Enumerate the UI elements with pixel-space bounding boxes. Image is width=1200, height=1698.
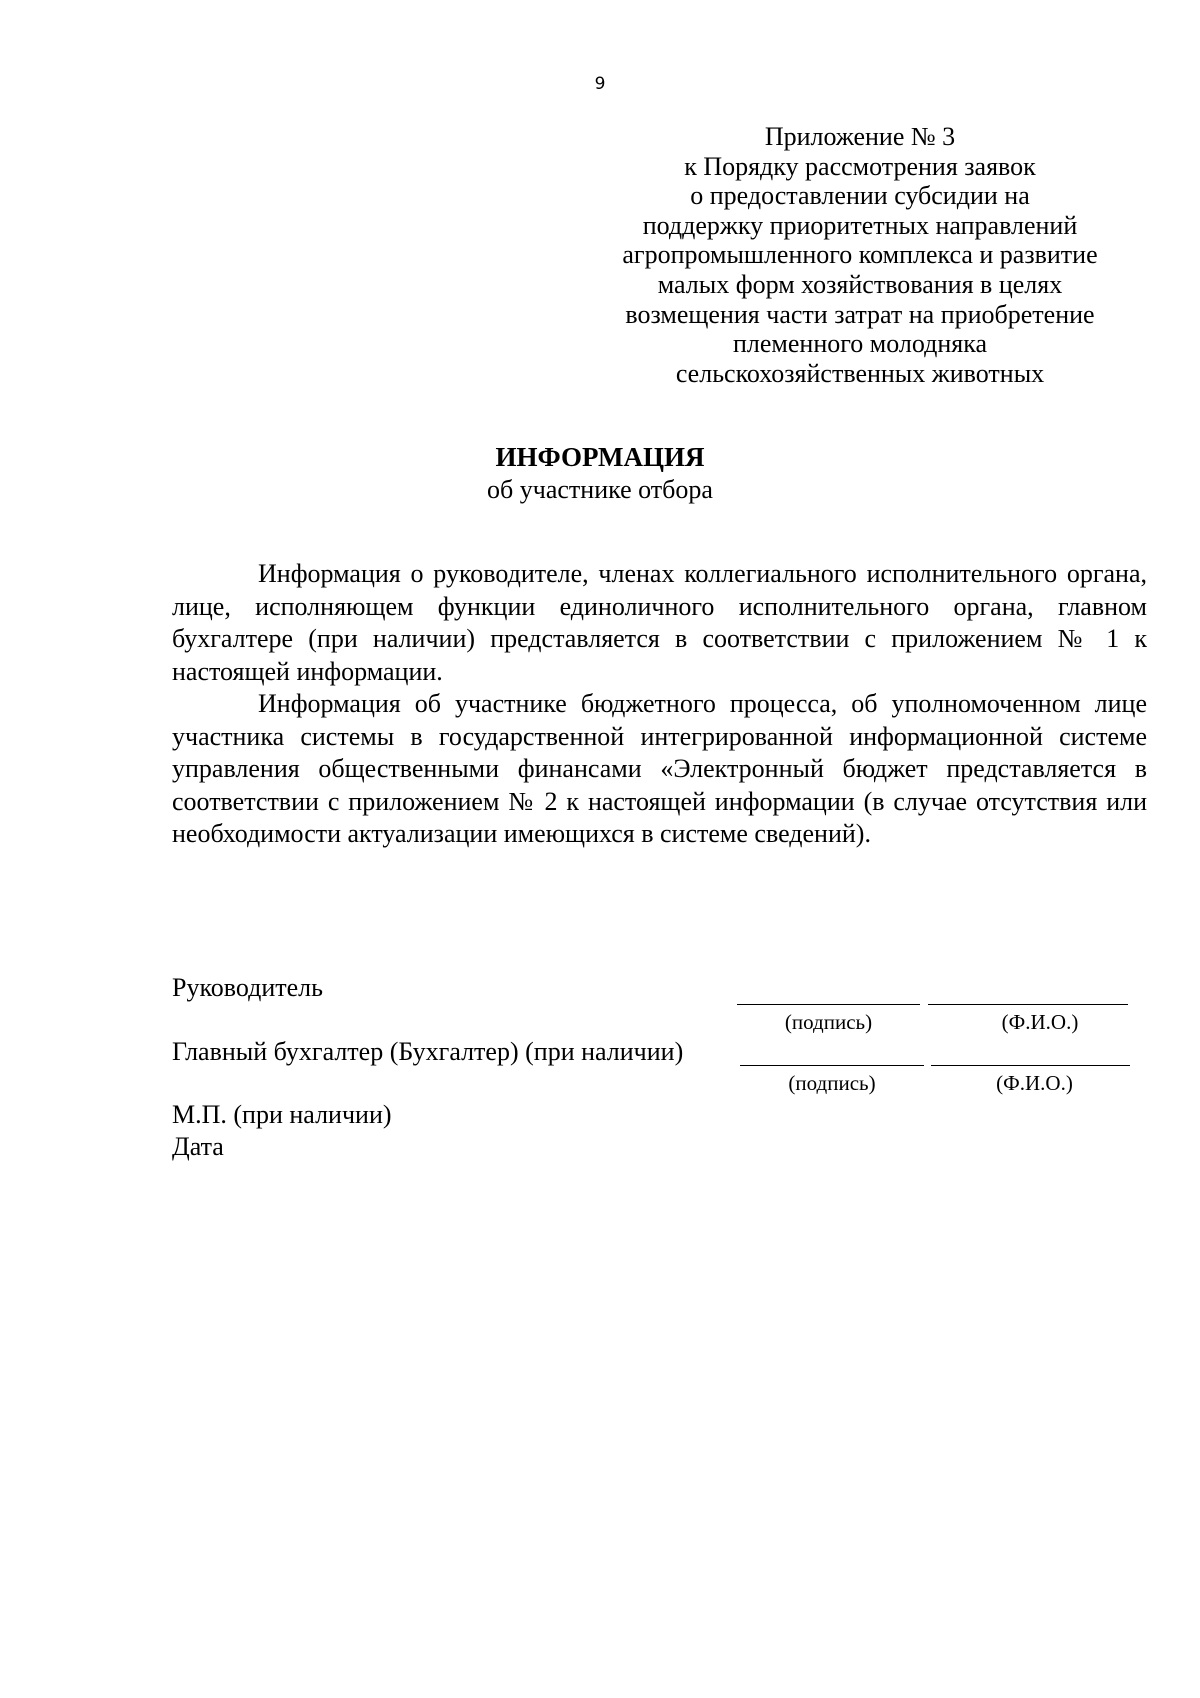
appendix-header-line: к Порядку рассмотрения заявок xyxy=(684,151,1036,181)
accountant-signature-line xyxy=(740,1065,924,1066)
head-name-caption: (Ф.И.О.) xyxy=(1001,1010,1079,1034)
head-signature-label: Руководитель xyxy=(172,973,323,1002)
head-name-line xyxy=(928,1004,1128,1005)
accountant-signature-label: Главный бухгалтер (Бухгалтер) (при наличии) xyxy=(172,1037,684,1066)
appendix-header-line: о предоставлении субсидии на xyxy=(690,181,1030,211)
appendix-header-line: малых форм хозяйствования в целях xyxy=(657,269,1063,299)
appendix-header-line: возмещения части затрат на приобретение xyxy=(625,299,1095,329)
appendix-header-line: сельскохозяйственных животных xyxy=(675,358,1045,388)
appendix-header-line: Приложение № 3 xyxy=(764,122,956,151)
appendix-header-line: племенного молодняка xyxy=(733,329,987,359)
document-subtitle: об участнике отбора xyxy=(487,475,713,504)
body-text xyxy=(172,558,1147,851)
body-paragraph: Информация об участнике бюджетного процесса, об уполномоченном лице участника системы в государственной интегрированной информационной системе управления общественными финансами «Электронный бюджет представляется в соответствии с приложением № 2 к настоящей информации (в случае отсутствия или необходимости актуализации имеющихся в системе сведений). xyxy=(172,689,1147,848)
stamp-label: М.П. (при наличии) xyxy=(172,1100,392,1129)
date-label: Дата xyxy=(172,1132,224,1161)
appendix-header xyxy=(600,122,1120,388)
accountant-signature-caption: (подпись) xyxy=(788,1071,876,1095)
appendix-header-line: агропромышленного комплекса и развитие xyxy=(622,240,1098,270)
document-title: ИНФОРМАЦИЯ xyxy=(495,442,705,472)
accountant-name-caption: (Ф.И.О.) xyxy=(996,1071,1073,1095)
head-signature-line xyxy=(737,1004,920,1005)
appendix-header-line: поддержку приоритетных направлений xyxy=(642,210,1078,240)
accountant-name-line xyxy=(931,1065,1130,1066)
head-signature-caption: (подпись) xyxy=(784,1010,873,1034)
body-paragraph: Информация о руководителе, членах коллегиального исполнительного органа, лице, исполняющем функции единоличного исполнительного органа, главном бухгалтере (при наличии) представляется в соответствии с приложением № 1 к настоящей информации. xyxy=(172,559,1147,686)
page-number: 9 xyxy=(594,74,606,94)
